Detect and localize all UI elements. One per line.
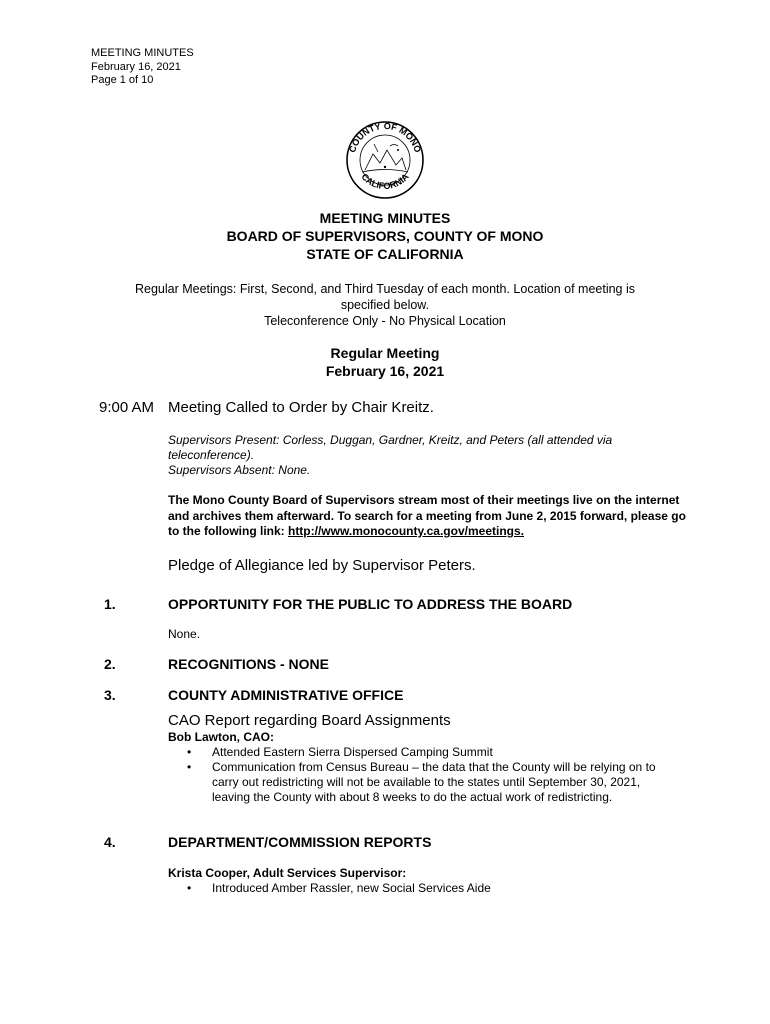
schedule-line-2: specified below. [340,298,430,312]
section-3-number: 3. [104,687,116,703]
section-3-speaker: Bob Lawton, CAO: [168,730,274,744]
section-4-number: 4. [104,834,116,850]
schedule-line-3: Teleconference Only - No Physical Location [264,314,506,328]
section-1-body: None. [168,627,201,641]
section-1-number: 1. [104,596,116,612]
attendance [168,433,668,478]
list-item-text: Attended Eastern Sierra Dispersed Camping Summit [212,745,493,759]
title-line-1: MEETING MINUTES [319,210,451,226]
section-3-subtitle: CAO Report regarding Board Assignments [168,712,451,729]
list-item [168,745,678,760]
streaming-notice [168,493,688,540]
header-page-number: Page 1 of 10 [91,74,154,86]
streaming-notice-text: The Mono County Board of Supervisors stream most of their meetings live on the internet and archives them afterward. To search for a meeting from June 2, 2015 forward, please go to the following link: [168,493,686,538]
meeting-heading [0,344,770,380]
section-4-bullet-list [168,881,678,896]
svg-text:CALIFORNIA: CALIFORNIA [359,171,411,192]
section-4-title: DEPARTMENT/COMMISSION REPORTS [168,834,432,850]
header-doc-title: MEETING MINUTES [91,47,194,59]
list-item [168,881,678,896]
title-line-3: STATE OF CALIFORNIA [306,246,464,262]
meeting-schedule [110,281,660,329]
schedule-line-1: Regular Meetings: First, Second, and Third Tuesday of each month. Location of meeting is [134,282,636,296]
pledge-text: Pledge of Allegiance led by Supervisor Peters. [168,557,476,574]
meetings-link[interactable]: http://www.monocounty.ca.gov/meetings. [287,524,524,538]
bullet-glyph: • [187,881,192,895]
section-1-title: OPPORTUNITY FOR THE PUBLIC TO ADDRESS THE BOARD [168,596,573,612]
section-3-title: COUNTY ADMINISTRATIVE OFFICE [168,687,404,703]
document-title [0,209,770,263]
bullet-glyph: • [187,760,192,774]
call-to-order-text: Meeting Called to Order by Chair Kreitz. [168,399,434,416]
list-item-text: Introduced Amber Rassler, new Social Services Aide [212,881,491,895]
meeting-type: Regular Meeting [330,345,440,361]
bullet-glyph: • [187,745,192,759]
meeting-date: February 16, 2021 [325,363,445,379]
list-item-text: Communication from Census Bureau – the data that the County will be relying on to carry out redistricting will not be available to the states until September 30, 2021, leaving the County with about 8 weeks to do the actual work of redistricting. [212,760,656,804]
section-2-title: RECOGNITIONS - NONE [168,656,330,672]
call-to-order-time: 9:00 AM [99,399,155,416]
page-header [91,47,194,88]
list-item [168,760,678,805]
title-line-2: BOARD OF SUPERVISORS, COUNTY OF MONO [226,228,544,244]
section-4-speaker: Krista Cooper, Adult Services Supervisor: [168,866,407,880]
supervisors-present: Supervisors Present: Corless, Duggan, Gardner, Kreitz, and Peters (all attended via teleconference). [168,433,613,462]
section-2-number: 2. [104,656,116,672]
county-seal-logo [340,120,430,200]
header-date: February 16, 2021 [91,60,181,73]
svg-text:COUNTY OF MONO: COUNTY OF MONO [347,120,423,154]
section-3-bullet-list [168,745,678,805]
supervisors-absent: Supervisors Absent: None. [168,463,311,477]
